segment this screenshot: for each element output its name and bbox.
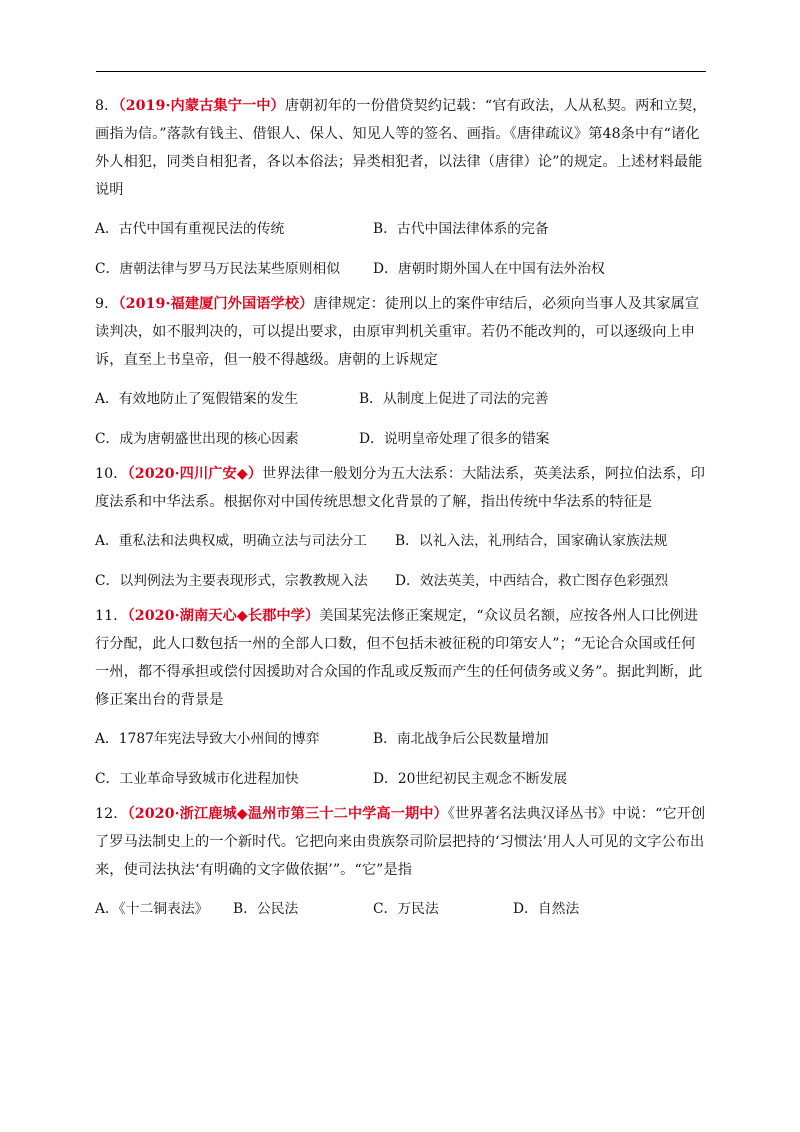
option-a[interactable]: A．1787年宪法导致大小州间的博弈: [95, 731, 320, 747]
question-stem: [95, 92, 707, 204]
option-d[interactable]: D．说明皇帝处理了很多的错案: [359, 431, 550, 447]
option-c[interactable]: C．万民法: [373, 901, 439, 917]
question-text: 世界法律一般划分为五大法系：大陆法系，英美法系，阿拉伯法系，印度法系和中华法系。根据你对中国传统思想文化背景的了解，指出传统中华法系的特征是: [95, 466, 706, 510]
question-number: 8．: [95, 98, 119, 114]
option-c[interactable]: C．以判例法为主要表现形式，宗教教规入法: [95, 573, 368, 589]
option-row: [95, 428, 707, 450]
option-b[interactable]: B．以礼入法，礼刑结合，国家确认家族法规: [395, 533, 668, 549]
question-stem: [95, 800, 707, 884]
option-c[interactable]: C．工业革命导致城市化进程加快: [95, 771, 299, 787]
option-row: [95, 258, 707, 280]
question-list: [95, 92, 707, 920]
header-rule: [96, 71, 706, 72]
question-12: [95, 800, 707, 920]
option-row: [95, 898, 707, 920]
question-number: 12．: [95, 806, 128, 822]
option-row: [95, 530, 707, 552]
question-stem: [95, 460, 707, 516]
question-text: 唐朝初年的一份借贷契约记载：“官有政法，人从私契。两和立契，画指为信。”落款有钱主、借银人、保人、知见人等的签名、画指。《唐律疏议》第48条中有“诸化外人相犯，同类自相犯者，各以本俗法；异类相犯者，以法律（唐律）论”的规定。上述材料最能说明: [95, 98, 707, 198]
question-text: 唐律规定：徒刑以上的案件审结后，必须向当事人及其家属宣读判决，如不服判决的，可以提出要求，由原审判机关重审。若仍不能改判的，可以逐级向上申诉，直至上书皇帝，但一般不得越级。唐朝的上诉规定: [95, 296, 700, 368]
option-row: [95, 728, 707, 750]
question-source: （2020·四川广安◆）: [127, 466, 263, 482]
option-b[interactable]: B．从制度上促进了司法的完善: [359, 391, 549, 407]
question-text: 《世界著名法典汉译丛书》中说：“它开创了罗马法制史上的一个新时代。它把向来由贵族祭司阶层把持的‘习惯法’用人人可见的文字公布出来，使司法执法‘有明确的文字做依据’”。“它”是指: [95, 806, 706, 878]
option-row: [95, 570, 707, 592]
question-source: （2019·内蒙古集宁一中）: [118, 98, 285, 114]
option-a[interactable]: A．有效地防止了冤假错案的发生: [95, 391, 299, 407]
option-row: [95, 388, 707, 410]
option-b[interactable]: B．古代中国法律体系的完备: [373, 221, 549, 237]
option-row: [95, 218, 707, 240]
question-source: （2020·湖南天心◆长郡中学）: [127, 608, 320, 624]
option-c[interactable]: C．唐朝法律与罗马万民法某些原则相似: [95, 261, 341, 277]
question-stem: [95, 602, 707, 714]
question-number: 9．: [95, 296, 119, 312]
option-b[interactable]: B．公民法: [233, 901, 299, 917]
question-10: [95, 460, 707, 592]
option-row: [95, 768, 707, 790]
question-stem: [95, 290, 707, 374]
question-9: [95, 290, 707, 450]
option-a[interactable]: A．古代中国有重视民法的传统: [95, 221, 285, 237]
option-d[interactable]: D．效法英美，中西结合，救亡图存色彩强烈: [395, 573, 669, 589]
question-number: 11．: [95, 608, 128, 624]
question-8: [95, 92, 707, 280]
option-a[interactable]: A．《十二铜表法》: [95, 901, 209, 917]
option-c[interactable]: C．成为唐朝盛世出现的核心因素: [95, 431, 299, 447]
option-b[interactable]: B．南北战争后公民数量增加: [373, 731, 549, 747]
option-d[interactable]: D．20世纪初民主观念不断发展: [373, 771, 568, 787]
option-a[interactable]: A．重私法和法典权威，明确立法与司法分工: [95, 533, 368, 549]
question-number: 10．: [95, 466, 128, 482]
option-d[interactable]: D．唐朝时期外国人在中国有法外治权: [373, 261, 605, 277]
option-d[interactable]: D．自然法: [513, 901, 580, 917]
question-source: （2019·福建厦门外国语学校）: [118, 296, 314, 312]
question-11: [95, 602, 707, 790]
question-source: （2020·浙江鹿城◆温州市第三十二中学高一期中）: [127, 806, 448, 822]
question-text: 美国某宪法修正案规定，“众议员名额，应按各州人口比例进行分配，此人口数包括一州的全部人口数，但不包括未被征税的印第安人”；“无论合众国或任何一州，都不得承担或偿付因援助对合众国的作乱或反叛而产生的任何债务或义务”。据此判断，此修正案出台的背景是: [95, 608, 703, 708]
